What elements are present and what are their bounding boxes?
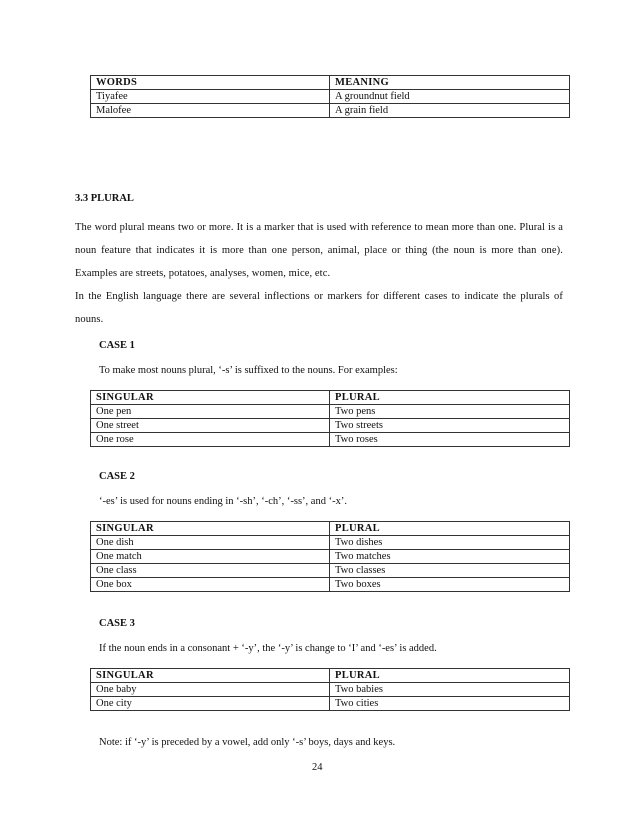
case-3-description: If the noun ends in a consonant + ‘-y’, the ‘-y’ is change to ‘I’ and ‘-es’ is added. xyxy=(99,643,437,654)
table-header-cell: MEANING xyxy=(330,76,570,90)
table-row xyxy=(91,578,570,592)
table-row xyxy=(91,683,570,697)
table-header-cell: SINGULAR xyxy=(91,522,330,536)
table-header-cell: WORDS xyxy=(91,76,330,90)
table-cell: Two cities xyxy=(330,697,570,711)
table-header-row xyxy=(91,522,570,536)
case-2-title: CASE 2 xyxy=(99,471,135,482)
table-cell: Two matches xyxy=(330,550,570,564)
table-cell: Two dishes xyxy=(330,536,570,550)
table-header-row xyxy=(91,391,570,405)
table-cell: Tiyafee xyxy=(91,90,330,104)
table-cell: A groundnut field xyxy=(330,90,570,104)
paragraph-plural-definition: The word plural means two or more. It is a marker that is used with reference to mean more than one. Plural is a noun feature that indicates it is more than one person, animal, place or thing (the noun is more than one). Examples are streets, potatoes, analyses, women, mice, etc. xyxy=(75,222,563,279)
table-header-row xyxy=(91,76,570,90)
table-row xyxy=(91,433,570,447)
table-header-cell: SINGULAR xyxy=(91,391,330,405)
table-cell: One city xyxy=(91,697,330,711)
table-cell: Two babies xyxy=(330,683,570,697)
case-2-description: ‘-es’ is used for nouns ending in ‘-sh’, ‘-ch’, ‘-ss’, and ‘-x’. xyxy=(99,496,347,507)
table-cell: Two roses xyxy=(330,433,570,447)
table-header-cell: PLURAL xyxy=(330,669,570,683)
table-cell: One match xyxy=(91,550,330,564)
table-row xyxy=(91,90,570,104)
table-header-cell: SINGULAR xyxy=(91,669,330,683)
table-cell: One baby xyxy=(91,683,330,697)
table-row xyxy=(91,697,570,711)
case-1-description: To make most nouns plural, ‘-s’ is suffixed to the nouns. For examples: xyxy=(99,365,398,376)
note-text: Note: if ‘-y’ is preceded by a vowel, add only ‘-s’ boys, days and keys. xyxy=(99,737,396,748)
case-3-table xyxy=(90,668,570,711)
table-cell: Malofee xyxy=(91,104,330,118)
table-cell: Two pens xyxy=(330,405,570,419)
table-cell: Two classes xyxy=(330,564,570,578)
table-row xyxy=(91,550,570,564)
table-cell: One dish xyxy=(91,536,330,550)
case-1-title: CASE 1 xyxy=(99,340,135,351)
table-cell: One rose xyxy=(91,433,330,447)
table-row xyxy=(91,564,570,578)
table-header-row xyxy=(91,669,570,683)
page-number: 24 xyxy=(312,762,323,773)
table-cell: Two boxes xyxy=(330,578,570,592)
table-cell: One pen xyxy=(91,405,330,419)
table-row xyxy=(91,536,570,550)
case-3-title: CASE 3 xyxy=(99,618,135,629)
section-heading: 3.3 PLURAL xyxy=(75,193,134,204)
table-row xyxy=(91,405,570,419)
table-cell: One class xyxy=(91,564,330,578)
case-2-table xyxy=(90,521,570,592)
words-table xyxy=(90,75,570,118)
table-row xyxy=(91,419,570,433)
table-cell: One street xyxy=(91,419,330,433)
table-cell: Two streets xyxy=(330,419,570,433)
table-cell: One box xyxy=(91,578,330,592)
case-1-table xyxy=(90,390,570,447)
table-header-cell: PLURAL xyxy=(330,522,570,536)
table-cell: A grain field xyxy=(330,104,570,118)
table-row xyxy=(91,104,570,118)
table-header-cell: PLURAL xyxy=(330,391,570,405)
paragraph-inflections: In the English language there are several inflections or markers for different cases to indicate the plurals of nouns. xyxy=(75,291,563,325)
